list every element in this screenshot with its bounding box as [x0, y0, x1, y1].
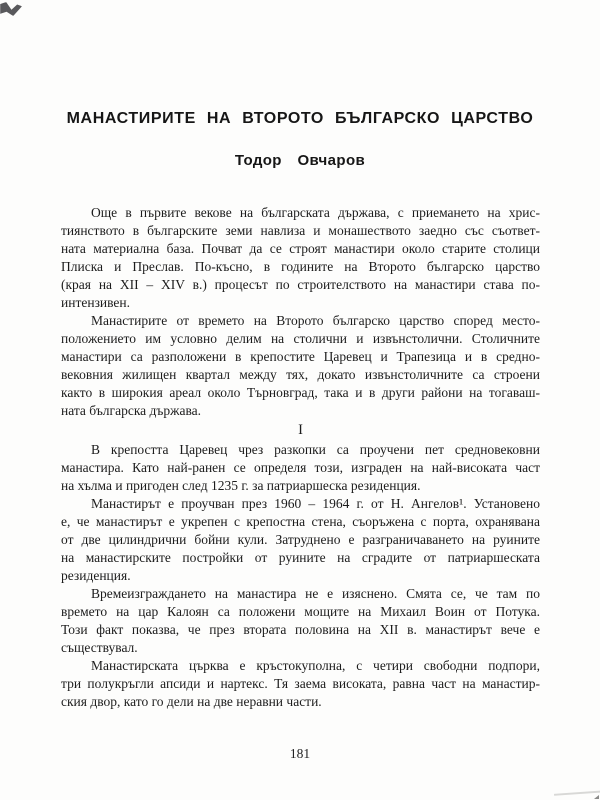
text-line: тиянството в българските земи навлиза и монашеството заедно със съответ-	[61, 223, 540, 238]
text-line: ната българска държава.	[61, 403, 202, 418]
text-line: както в широкия ареал около Търновград, така и в други райони на тогаваш-	[61, 385, 540, 400]
text-line: времето на цар Калоян са положени мощите на Михаил Воин от Потука.	[61, 604, 540, 619]
text-line: В крепостта Царевец чрез разкопки са проучени пет средновековни	[91, 442, 540, 457]
text-line: интензивен.	[61, 295, 131, 310]
text-line: три полукръгли апсиди и нартекс. Тя заема високата, равна част на манастир-	[61, 676, 540, 691]
article-author: Тодор Овчаров	[234, 152, 366, 169]
text-line: Този факт показва, че през втората половина на XII в. манастирът вече е	[61, 622, 540, 637]
article-title: МАНАСТИРИТЕ НА ВТОРОТО БЪЛГАРСКО ЦАРСТВО	[66, 110, 534, 127]
page-number: 181	[289, 746, 311, 761]
body-text	[61, 204, 540, 711]
text-line: резиденция.	[61, 568, 131, 583]
text-line: положението им условно делим на столични и извънстолични. Столичните	[61, 331, 540, 346]
text-line: манастира. Като най-ранен се определя този, изграден на най-високата част	[61, 460, 540, 475]
paragraph	[61, 441, 540, 495]
text-line: Още в първите векове на българската държава, с приемането на хрис-	[91, 205, 540, 220]
scan-artifact-bottom-right-corner	[594, 795, 599, 799]
paragraph	[61, 204, 540, 312]
text-line: Манастирите от времето на Второто българско царство според место-	[91, 313, 540, 328]
paragraph	[61, 495, 540, 585]
text-line: Времеизграждането на манастира не е изяснено. Смята се, че там по	[91, 586, 540, 601]
text-line: вековния жилищен квартал между тях, докато извънстоличните са строени	[61, 367, 540, 382]
text-line: съществувал.	[61, 640, 138, 655]
section-heading: I	[298, 422, 303, 438]
paragraph	[61, 585, 540, 657]
text-line: на хълма и пригоден след 1235 г. за патриаршеска резиденция.	[61, 478, 421, 493]
text-line: ския двор, като го дели на две неравни части.	[61, 694, 322, 709]
text-line: Плиска и Преслав. По-късно, в годините на Второто българско царство	[61, 259, 540, 274]
text-line: е, че манастирът е укрепен с крепостна стена, съоръжена с порта, охранявана	[61, 514, 540, 529]
paragraph	[61, 657, 540, 711]
paragraph	[61, 312, 540, 420]
text-line: Манастирът е проучван през 1960 – 1964 г. от Н. Ангелов¹. Установено	[91, 496, 540, 511]
scan-artifact-top-left	[0, 2, 22, 16]
text-line: Манастирската църква е кръстокуполна, с четири свободни подпори,	[91, 658, 540, 673]
text-line: от две цилиндрични бойни кули. Затруднено е разграничаването на руините	[61, 532, 540, 547]
text-line: ната материална база. Почват да се строят манастири около старите столици	[61, 241, 540, 256]
scan-artifact-bottom-right-line	[554, 790, 600, 796]
text-line: (края на XII – XIV в.) процесът по строителството на манастири става по-	[61, 277, 540, 292]
text-line: на манастирските постройки от руините на сградите от патриаршеската	[61, 550, 540, 565]
text-line: манастири са разположени в крепостите Царевец и Трапезица и в средно-	[61, 349, 540, 364]
